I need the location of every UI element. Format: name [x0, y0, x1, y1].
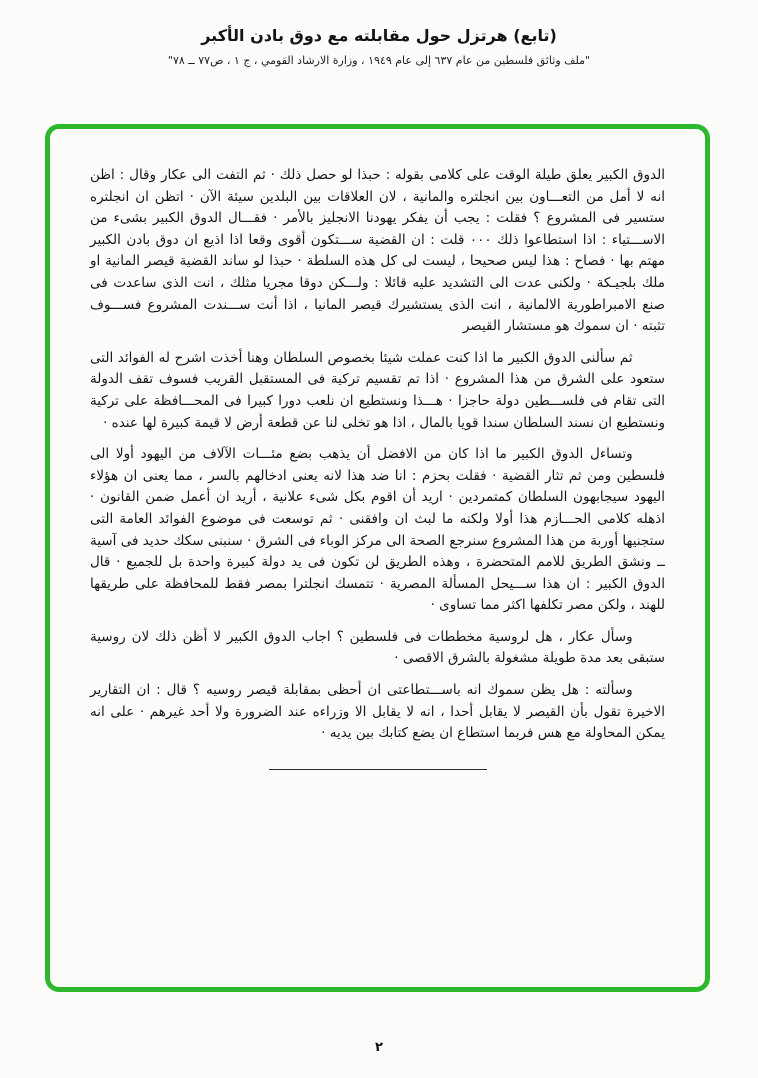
separator-line: [269, 769, 487, 770]
document-body: [50, 129, 705, 770]
paragraph: الدوق الكبير يعلق طيلة الوقت على كلامى بقوله : حبذا لو حصل ذلك · ثم التفت الى عكار وقال : اظن انه لا أمل من التعـــاون بين انجلتره والمانية ، لان العلاقات بين البلدين سيئة الآن · اتظن ان انجلتره ستسير فى المشروع ؟ فقلت : يجب أن يفكر يهودنا الانجليز بالأمر · فقـــال الدوق الكبير بشىء من الاســـتياء : اذا استطاعوا ذلك ٠٠٠ قلت : ان القضية ســـتكون أقوى وقعا اذا اذيع ان دوق بادن الكبير مهتم بها · فصاح : هذا ليس صحيحا ، ليست لى كل هذه السلطة · حبذا لو ساند القضية قيصر المانية او ملك بلجيـكة · ولكنى عدت الى التشديد عليه قائلا : ولـــكن دوقا مجريا مثلك ، انت الذى ساعدت فى صنع الامبراطورية الالمانية ، انت الذى يستشيرك قيصر المانيا ، اذا أنت ســـندت المشروع فســـوف تثبته · ان سموك هو مستشار القيصر: [90, 167, 666, 335]
document-header: [0, 0, 758, 67]
paragraph: ثم سألنى الدوق الكبير ما اذا كنت عملت شيئا بخصوص السلطان وهنا أخذت اشرح له الفوائد التى ستعود على الشرق من هذا المشروع · اذا تم تقسيم تركية فى المستقبل القريب فسوف تقف الدولة التى تقام فى فلســـطين دولة حاجزا · هـــذا ونستطيع ان نلعب دورا كبيرا فى المحـــافظة على تركية ونستطيع ان نسند السلطان سندا قويا بالمال ، اذا هو تخلى لنا عن قطعة أرض لا قيمة كبيرة لها عنده ·: [90, 349, 665, 431]
document-title: (تابع) هرتزل حول مقابلته مع دوق بادن الأكبر: [201, 26, 557, 45]
page-number: ٢: [375, 1040, 383, 1055]
paragraph: وسأل عكار ، هل لروسية مخططات فى فلسطين ؟ اجاب الدوق الكبير لا أظن ذلك لان روسية ستبقى بعد مدة طويلة مشغولة بالشرق الاقصى ·: [90, 628, 665, 667]
green-text-frame: [45, 124, 710, 992]
paragraph: وتساءل الدوق الكبير ما اذا كان من الافضل أن يذهب بضع مئـــات الآلاف من اليهود أولا الى فلسطين ومن ثم تثار القضية · فقلت بحزم : انا ضد هذا لانه يعنى ادخالهم بالسر ، مما يعنى ان هؤلاء اليهود سيجابهون السلطان كمتمردين · اريد أن اقوم بكل شىء علانية ، أريد ان أعمل ضمن القانون · اذهله كلامى الحـــازم هذا أولا ولكنه ما لبث ان وافقنى · ثم توسعت فى موضوع الفوائد العامة التى ستجنيها أوربة من هذا المشروع سنرجع الصحة الى مركز الوباء فى الشرق · سنبنى سكك حديد فى آسية ــ ونشق الطريق للامم المتحضرة ، وهذه الطريق لن تكون فى يد دولة كبيرة واحدة بل للجميع · قال الدوق الكبير : ان هذا ســـيحل المسألة المصرية · تتمسك انجلترا بمصر فقط للمحافظة على طريقها للهند ، ولكن مصر تكلفها اكثر مما تساوى ·: [90, 446, 665, 614]
document-source-line: "ملف وثائق فلسطين من عام ٦٣٧ إلى عام ١٩٤٩ ، وزارة الارشاد القومي ، ج ١ ، ص٧٧ ــ ٧٨": [167, 54, 591, 67]
paragraph: وسألته : هل يظن سموك انه باســـتطاعتى ان أحظى بمقابلة قيصر روسيه ؟ قال : ان التقارير الاخيرة تقول بأن القيصر لا يقابل أحدا ، انه لا يقابل الا وزراءه عند الضرورة ولا أحد غيرهم · على انه يمكن المحاولة مع هس فربما استطاع ان يضع كتابك بين يديه ·: [90, 682, 665, 742]
